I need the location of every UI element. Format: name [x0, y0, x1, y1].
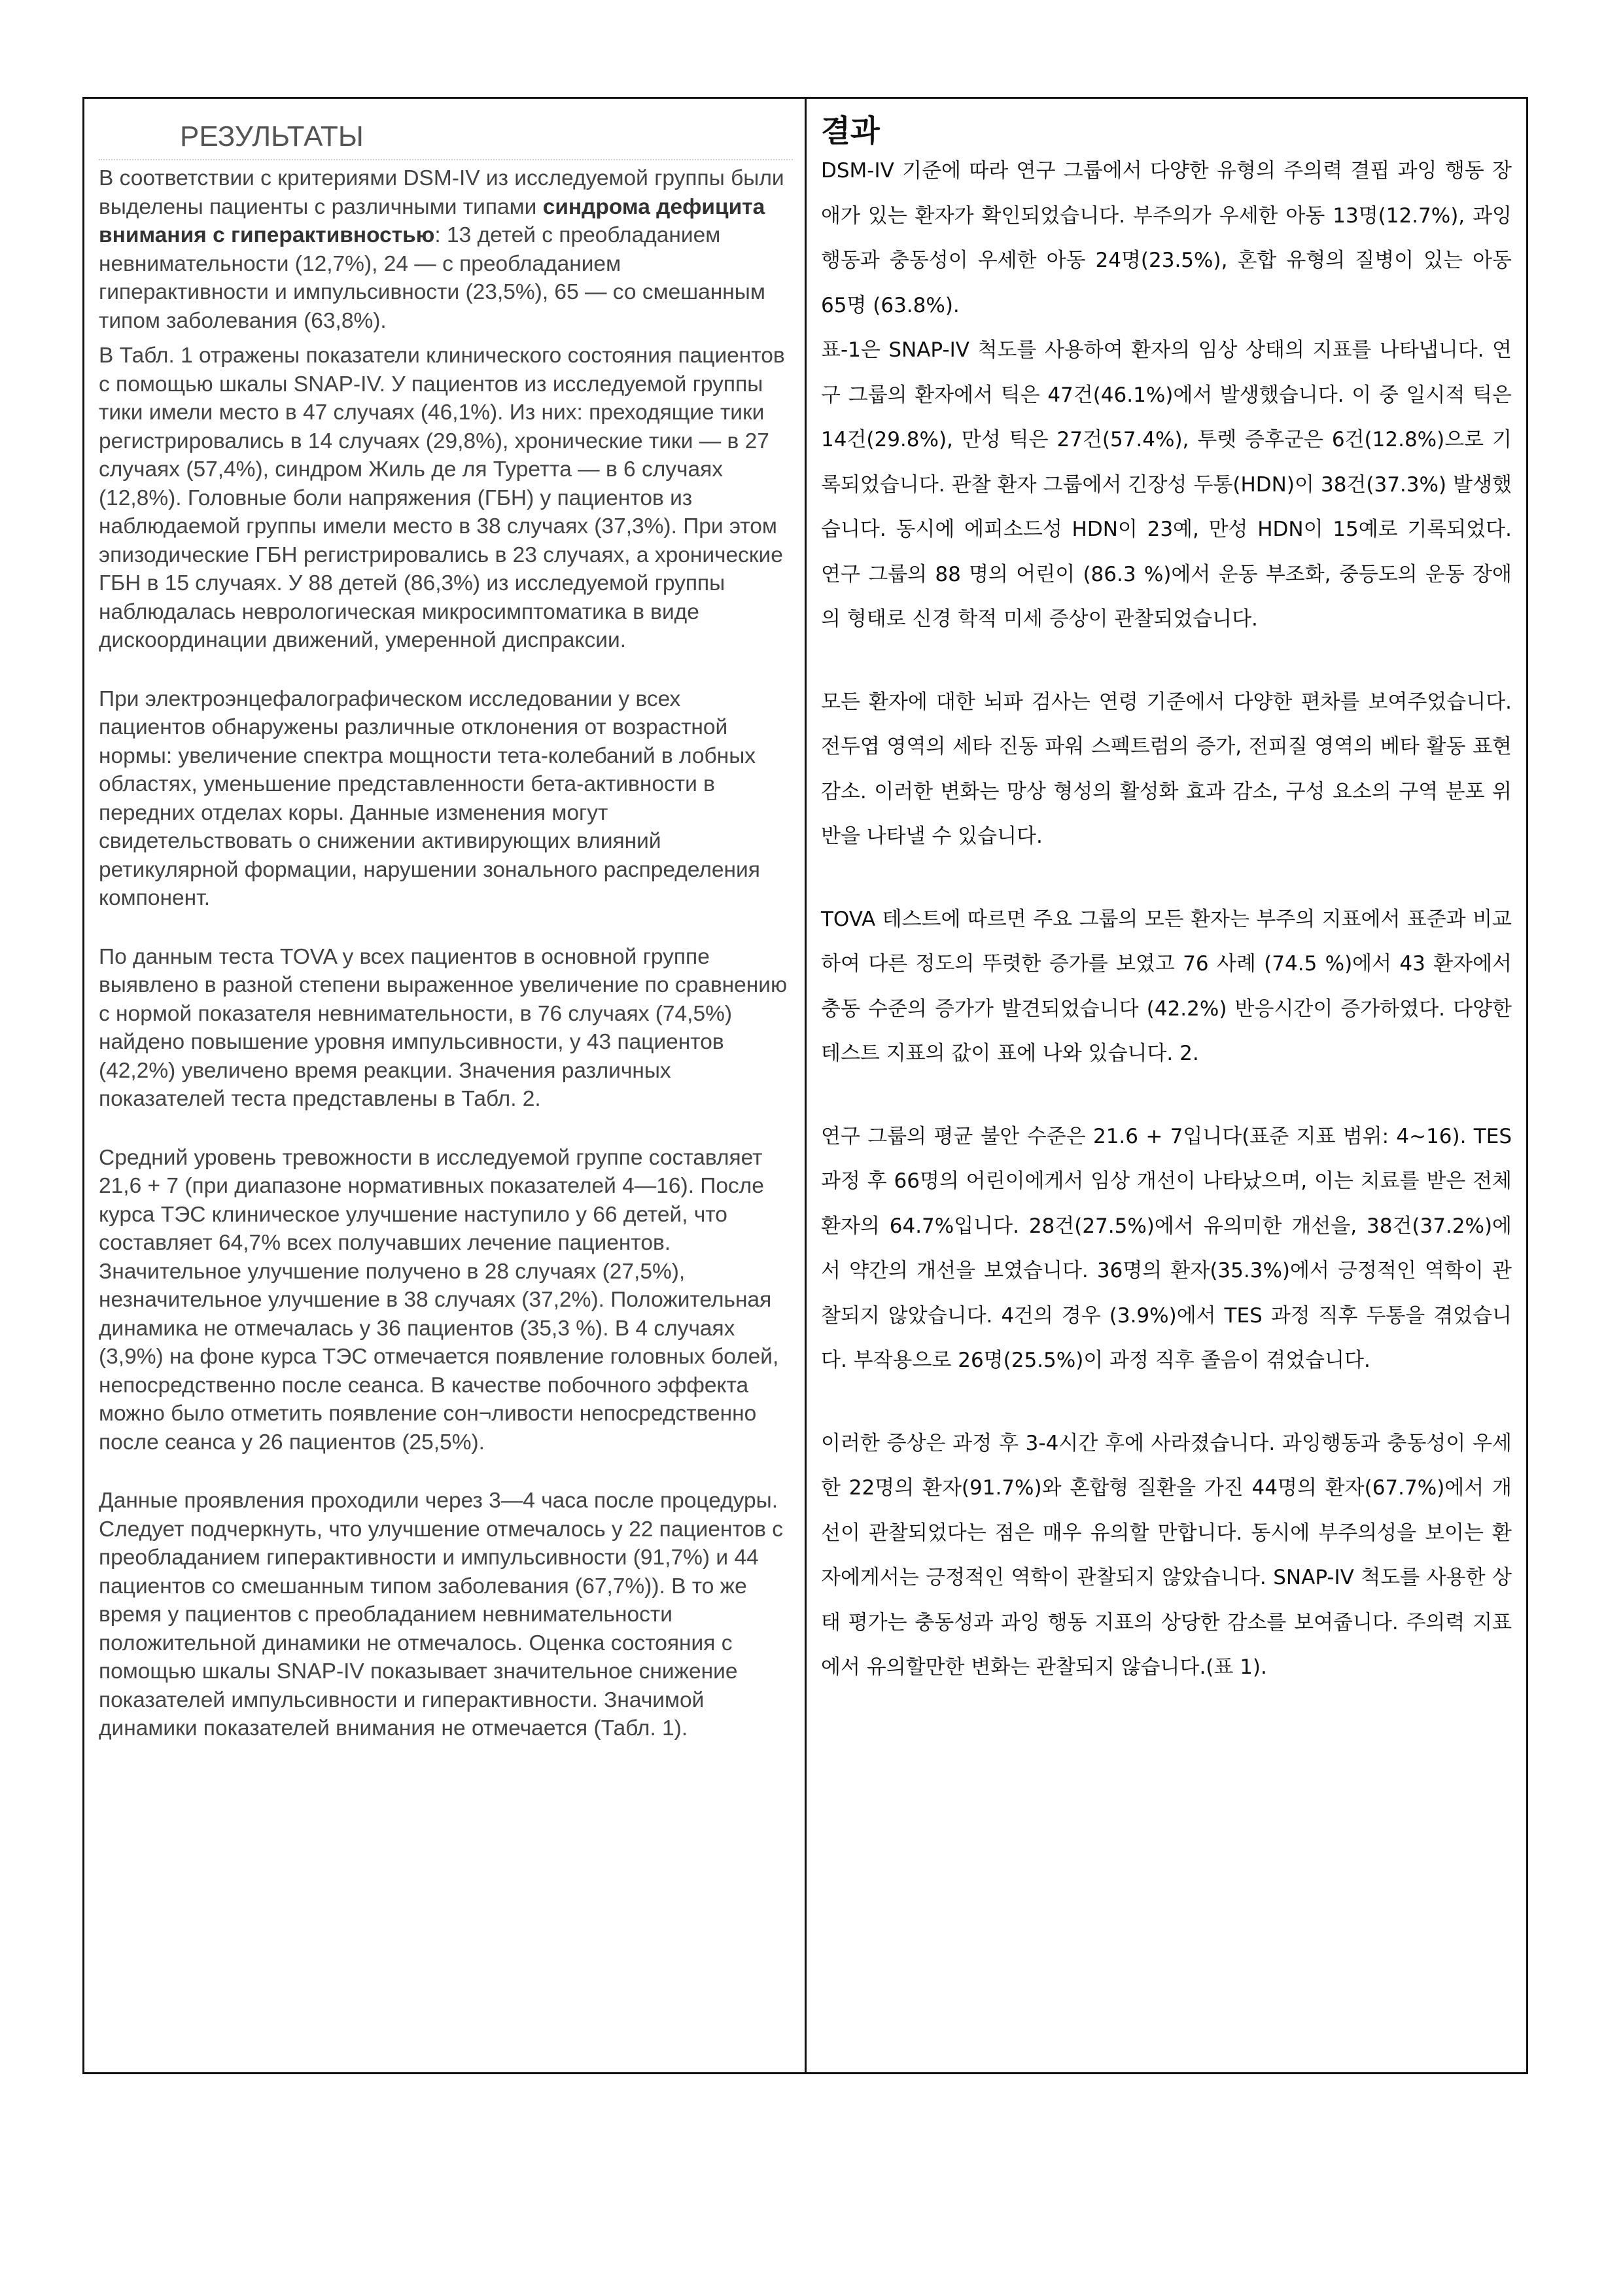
- russian-heading: РЕЗУЛЬТАТЫ: [99, 117, 793, 160]
- russian-paragraph-5: Средний уровень тревожности в исследуемой группе составляет 21,6 + 7 (при диапазоне нормативных показателей 4—16). После курса ТЭС клиническое улучшение наступило у 66 детей, что составляет 64,7% всех получавших лечение пациентов. Значительное улучшение получено в 28 случаях (27,5%), незначительное улучшение в 38 случаях (37,2%). Положительная динамика не отмечалась у 36 пациентов (35,3 %). В 4 случаях (3,9%) на фоне курса ТЭС отмечается появление головных болей, непосредственно после сеанса. В качестве побочного эффекта можно было отметить появление сон¬ливости непосредственно после сеанса у 26 пациентов (25,5%).: [99, 1145, 779, 1455]
- russian-paragraph-6: Данные проявления проходили через 3—4 часа после процедуры. Следует подчеркнуть, что улучшение отмечалось у 22 пациентов с преобладанием гиперактивности и импульсивности (91,7%) и 44 пациентов со смешанным типом заболевания (67,7%)). В то же время у пациентов с преобладанием невнимательности положительной динамики не отмечалось. Оценка состояния с помощью шкалы SNAP-IV показывает значительное снижение показателей импульсивности и гиперактивности. Значимой динамики показателей внимания не отмечается (Табл. 1).: [99, 1489, 783, 1740]
- korean-paragraph-3: 모든 환자에 대한 뇌파 검사는 연령 기준에서 다양한 편차를 보여주었습니다. 전두엽 영역의 세타 진동 파워 스펙트럼의 증가, 전피질 영역의 베타 활동 표현 감소. 이러한 변화는 망상 형성의 활성화 효과 감소, 구성 요소의 구역 분포 위반을 나타낼 수 있습니다.: [821, 690, 1512, 848]
- russian-paragraph-1: [99, 164, 793, 335]
- russian-column: [84, 99, 807, 2072]
- korean-paragraph-4: TOVA 테스트에 따르면 주요 그룹의 모든 환자는 부주의 지표에서 표준과 비교하여 다른 정도의 뚜렷한 증가를 보였고 76 사례 (74.5 %)에서 43 환자에서 충동 수준의 증가가 발견되었습니다 (42.2%) 반응시간이 증가하였다. 다양한 테스트 지표의 값이 표에 나와 있습니다. 2.: [821, 907, 1512, 1065]
- korean-paragraph-6: 이러한 증상은 과정 후 3-4시간 후에 사라졌습니다. 과잉행동과 충동성이 우세한 22명의 환자(91.7%)와 혼합형 질환을 가진 44명의 환자(67.7%)에서 개선이 관찰되었다는 점은 매우 유의할 만합니다. 동시에 부주의성을 보이는 환자에게서는 긍정적인 역학이 관찰되지 않았습니다. SNAP-IV 척도를 사용한 상태 평가는 충동성과 과잉 행동 지표의 상당한 감소를 보여줍니다. 주의력 지표에서 유의할만한 변화는 관찰되지 않습니다.(표 1).: [821, 1431, 1512, 1679]
- russian-paragraph-2: В Табл. 1 отражены показатели клинического состояния пациентов с помощью шкалы SNAP-IV. У пациентов из исследуемой группы тики имели место в 47 случаях (46,1%). Из них: преходящие тики регистрировались в 14 случаях (29,8%), хронические тики — в 27 случаях (57,4%), синдром Жиль де ля Туретта — в 6 случаях (12,8%). Головные боли напряжения (ГБН) у пациентов из наблюдаемой группы имели место в 38 случаях (37,3%). При этом эпизодические ГБН регистрировались в 23 случаях, а хронические ГБН в 15 случаях. У 88 детей (86,3%) из исследуемой группы наблюдалась неврологическая микросимптоматика в виде дискоординации движений, умеренной диспраксии.: [99, 344, 785, 652]
- russian-p1-text-end: : 13 детей с преобладанием невнимательности (12,7%), 24 — с преобладанием гиперактивности и импульсивности (23,5%), 65 — со смешанным типом заболевания (63,8%).: [99, 223, 765, 333]
- korean-paragraph-2: 표-1은 SNAP-IV 척도를 사용하여 환자의 임상 상태의 지표를 나타냅니다. 연구 그룹의 환자에서 틱은 47건(46.1%)에서 발생했습니다. 이 중 일시적 틱은 14건(29.8%), 만성 틱은 27건(57.4%), 투렛 증후군은 6건(12.8%)으로 기록되었습니다. 관찰 환자 그룹에서 긴장성 두통(HDN)이 38건(37.3%) 발생했습니다. 동시에 에피소드성 HDN이 23예, 만성 HDN이 15예로 기록되었다. 연구 그룹의 88 명의 어린이 (86.3 %)에서 운동 부조화, 중등도의 운동 장애의 형태로 신경 학적 미세 증상이 관찰되었습니다.: [821, 338, 1512, 631]
- russian-paragraph-3: При электроэнцефалографическом исследовании у всех пациентов обнаружены различные отклонения от возрастной нормы: увеличение спектра мощности тета-колебаний в лобных областях, уменьшение представленности бета-активности в передних отделах коры. Данные изменения могут свидетельствовать о снижении активирующих влияний ретикулярной формации, нарушении зонального распределения компонент.: [99, 686, 760, 910]
- russian-p1-bold-term: синдрома дефицита внимания с гиперактивностью: [99, 194, 765, 247]
- russian-p1-text-start: В соответствии с критериями DSM-IV из исследуемой группы были выделены пациенты с различными типами: [99, 166, 784, 219]
- korean-column: [807, 99, 1526, 2072]
- korean-paragraph-5: 연구 그룹의 평균 불안 수준은 21.6 + 7입니다(표준 지표 범위: 4~16). TES 과정 후 66명의 어린이에게서 임상 개선이 나타났으며, 이는 치료를 받은 전체 환자의 64.7%입니다. 28건(27.5%)에서 유의미한 개선을, 38건(37.2%)에서 약간의 개선을 보였습니다. 36명의 환자(35.3%)에서 긍정적인 역학이 관찰되지 않았습니다. 4건의 경우 (3.9%)에서 TES 과정 직후 두통을 겪었습니다. 부작용으로 26명(25.5%)이 과정 직후 졸음이 겪었습니다.: [821, 1124, 1512, 1372]
- korean-paragraph-1: DSM-IV 기준에 따라 연구 그룹에서 다양한 유형의 주의력 결핍 과잉 행동 장애가 있는 환자가 확인되었습니다. 부주의가 우세한 아동 13명(12.7%), 과잉 행동과 충동성이 우세한 아동 24명(23.5%), 혼합 유형의 질병이 있는 아동 65명 (63.8%).: [821, 159, 1512, 317]
- bilingual-results-table: [82, 97, 1528, 2074]
- russian-paragraph-4: По данным теста TOVA у всех пациентов в основной группе выявлено в разной степени выраженное увеличение по сравнению с нормой показателя невнимательности, в 76 случаях (74,5%) найдено повышение уровня импульсивности, у 43 пациентов (42,2%) увеличено время реакции. Значения различных показателей теста представлены в Табл. 2.: [99, 944, 788, 1111]
- korean-heading: 결과: [821, 113, 880, 149]
